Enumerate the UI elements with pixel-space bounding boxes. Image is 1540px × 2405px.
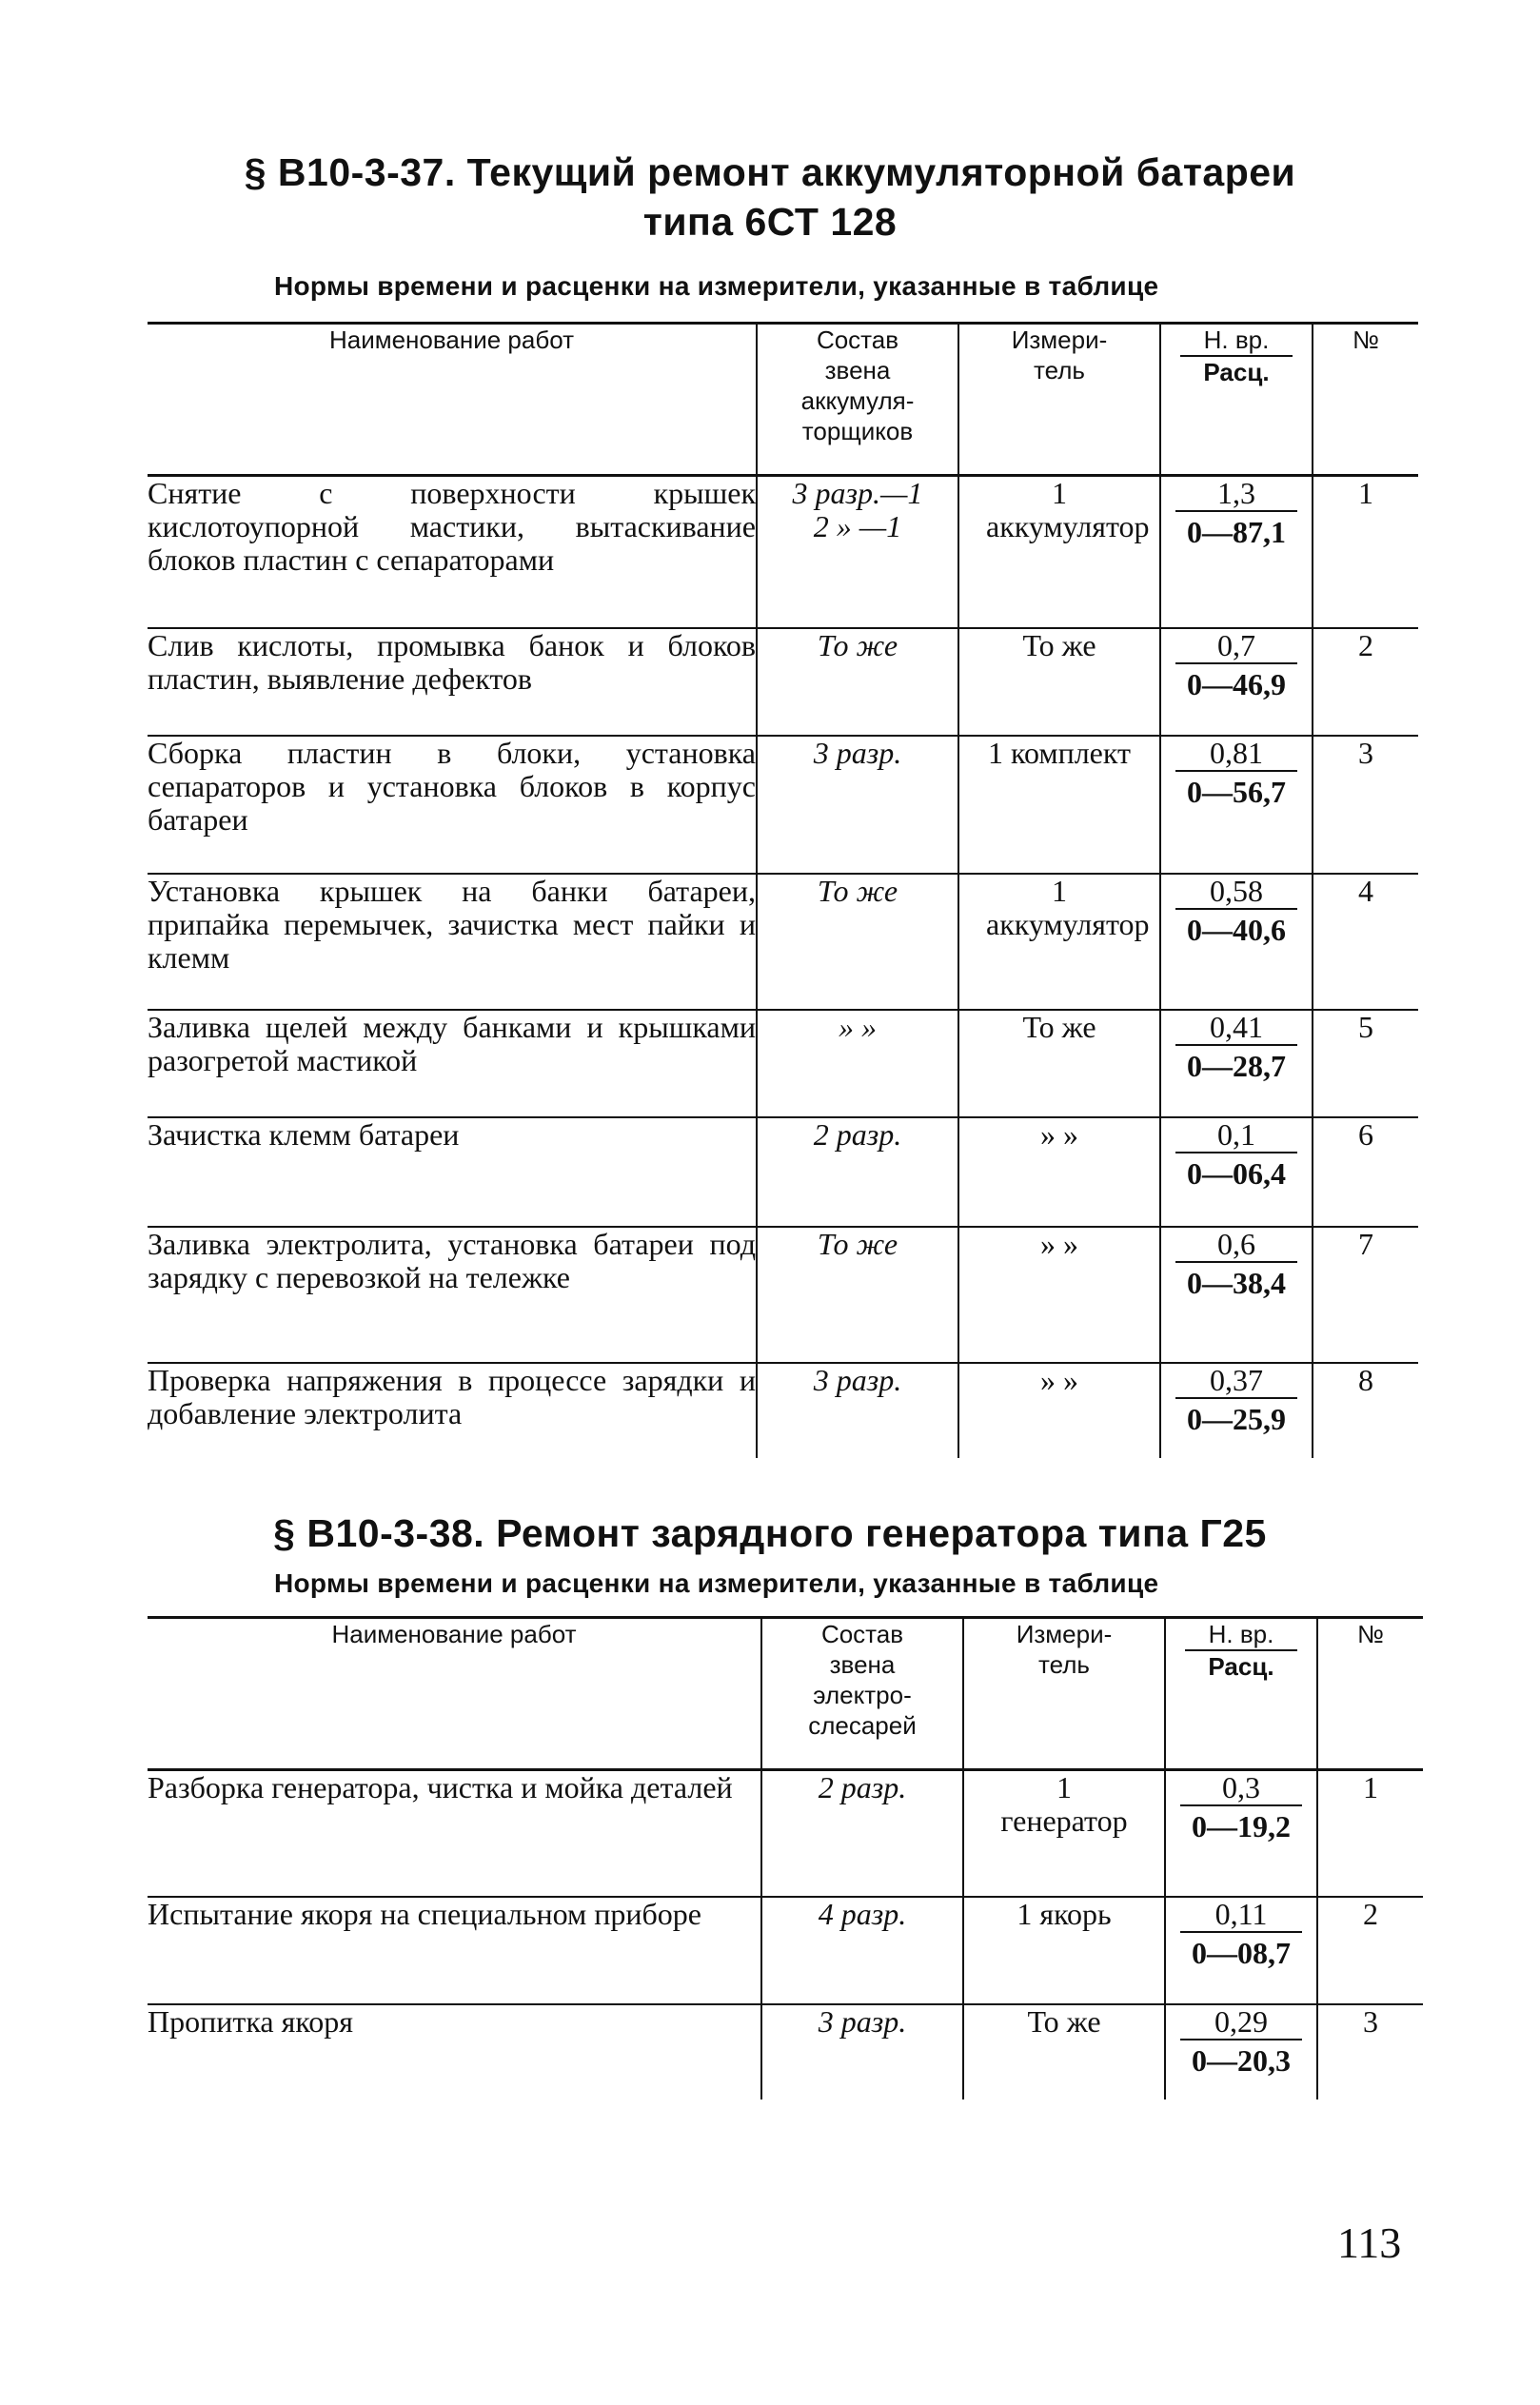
work-cell: Разборка генератора, чистка и мойка деталей — [148, 1770, 733, 1804]
price-value: 0—19,2 — [1180, 1804, 1302, 1843]
work-cell: Заливка электролита, установка батареи под зарядку с перевозкой на тележке — [148, 1226, 756, 1294]
row-number: 1 — [1317, 1770, 1423, 1897]
work-cell: Пропитка якоря — [148, 2003, 353, 2039]
table-row — [148, 476, 1418, 628]
crew-cell: 3 разр. — [757, 736, 958, 874]
row-number: 6 — [1313, 1117, 1418, 1227]
header-crew: Состав звена аккумуля-торщиков — [757, 324, 958, 476]
price-value: 0—46,9 — [1175, 662, 1297, 701]
table-row — [148, 1363, 1418, 1458]
crew-cell: 2 разр. — [761, 1770, 963, 1897]
header-norm: Н. вр. — [1208, 1620, 1274, 1648]
meter-cell: 1 комплект — [958, 736, 1160, 874]
meter-cell: 1 аккумулятор — [958, 476, 1160, 628]
meter-cell: То же — [958, 628, 1160, 736]
table-row — [148, 1770, 1423, 1897]
work-cell: Испытание якоря на специальном приборе — [148, 1896, 701, 1931]
norm-value: 0,41 — [1210, 1009, 1263, 1044]
header-rate — [1160, 324, 1313, 476]
rate-cell — [1160, 874, 1313, 1010]
header-work: Наименование работ — [328, 325, 575, 354]
norm-value: 0,3 — [1222, 1770, 1260, 1804]
norm-value: 0,6 — [1217, 1226, 1255, 1261]
table-row — [148, 1010, 1418, 1117]
crew-cell: То же — [757, 628, 958, 736]
price-value: 0—20,3 — [1180, 2039, 1302, 2078]
rate-cell — [1160, 1363, 1313, 1458]
crew-cell: 3 разр. — [757, 1363, 958, 1458]
section-2-subtitle: Нормы времени и расценки на измерители, указанные в таблице — [274, 1568, 1159, 1598]
header-num: № — [1313, 324, 1418, 476]
table-header-row — [148, 324, 1418, 476]
crew-cell: То же — [757, 874, 958, 1010]
table-row — [148, 1897, 1423, 2004]
rate-cell — [1160, 1010, 1313, 1117]
price-value: 0—06,4 — [1175, 1152, 1297, 1191]
row-number: 7 — [1313, 1227, 1418, 1363]
header-crew: Состав звена электро-слесарей — [761, 1618, 963, 1770]
rate-cell — [1165, 1770, 1317, 1897]
work-cell: Зачистка клемм батареи — [148, 1116, 460, 1152]
table-row — [148, 736, 1418, 874]
meter-cell: » » — [958, 1227, 1160, 1363]
section-1-title-line2: типа 6СТ 128 — [642, 200, 898, 244]
work-cell: Проверка напряжения в процессе зарядки и добавление электролита — [148, 1362, 756, 1430]
crew-cell: 2 разр. — [757, 1117, 958, 1227]
header-work: Наименование работ — [331, 1620, 577, 1648]
rate-cell — [1165, 2004, 1317, 2099]
table-row — [148, 1227, 1418, 1363]
norm-value: 1,3 — [1217, 476, 1255, 510]
header-price: Расц. — [1185, 1649, 1297, 1682]
row-number: 1 — [1313, 476, 1418, 628]
price-value: 0—56,7 — [1175, 770, 1297, 809]
norm-value: 0,58 — [1210, 873, 1263, 908]
work-cell: Установка крышек на банки батареи, припайка перемычек, зачистка мест пайки и клемм — [148, 873, 756, 975]
row-number: 8 — [1313, 1363, 1418, 1458]
table-row — [148, 874, 1418, 1010]
row-number: 3 — [1317, 2004, 1423, 2099]
norm-value: 0,7 — [1217, 627, 1255, 662]
section-1-subtitle: Нормы времени и расценки на измерители, указанные в таблице — [274, 271, 1159, 301]
row-number: 3 — [1313, 736, 1418, 874]
meter-cell: 1 генератор — [963, 1770, 1165, 1897]
header-norm: Н. вр. — [1203, 325, 1270, 354]
row-number: 2 — [1313, 628, 1418, 736]
rate-cell — [1160, 736, 1313, 874]
rate-cell — [1160, 1227, 1313, 1363]
norm-value: 0,37 — [1210, 1362, 1263, 1397]
meter-cell: То же — [958, 1010, 1160, 1117]
rate-cell — [1165, 1897, 1317, 2004]
row-number: 2 — [1317, 1897, 1423, 2004]
work-cell: Слив кислоты, промывка банок и блоков пластин, выявление дефектов — [148, 627, 756, 696]
crew-cell: 4 разр. — [761, 1897, 963, 2004]
price-value: 0—87,1 — [1175, 510, 1297, 549]
rate-cell — [1160, 1117, 1313, 1227]
header-num: № — [1317, 1618, 1423, 1770]
table-row — [148, 1117, 1418, 1227]
work-cell: Снятие с поверхности крышек кислотоупорной мастики, вытаскивание блоков пластин с сепараторами — [148, 476, 756, 577]
price-value: 0—08,7 — [1180, 1931, 1302, 1970]
page-number: 113 — [1337, 2218, 1402, 2267]
section-2-table — [148, 1616, 1423, 2099]
price-value: 0—25,9 — [1175, 1397, 1297, 1436]
row-number: 4 — [1313, 874, 1418, 1010]
meter-cell: То же — [963, 2004, 1165, 2099]
table-header-row — [148, 1618, 1423, 1770]
header-rate — [1165, 1618, 1317, 1770]
work-cell: Заливка щелей между банками и крышками разогретой мастикой — [148, 1009, 756, 1077]
crew-cell: То же — [757, 1227, 958, 1363]
norm-value: 0,81 — [1210, 735, 1263, 770]
section-1-title — [0, 148, 1540, 246]
norm-value: 0,11 — [1214, 1896, 1268, 1931]
meter-cell: » » — [958, 1363, 1160, 1458]
price-value: 0—38,4 — [1175, 1261, 1297, 1300]
meter-cell: 1 якорь — [963, 1897, 1165, 2004]
norm-value: 0,29 — [1214, 2003, 1268, 2039]
crew-cell: » » — [757, 1010, 958, 1117]
row-number: 5 — [1313, 1010, 1418, 1117]
header-price: Расц. — [1180, 355, 1293, 387]
meter-cell: 1 аккумулятор — [958, 874, 1160, 1010]
work-cell: Сборка пластин в блоки, установка сепараторов и установка блоков в корпус батареи — [148, 735, 756, 837]
price-value: 0—40,6 — [1175, 908, 1297, 947]
rate-cell — [1160, 476, 1313, 628]
table-row — [148, 2004, 1423, 2099]
table-row — [148, 628, 1418, 736]
rate-cell — [1160, 628, 1313, 736]
norm-value: 0,1 — [1217, 1116, 1255, 1152]
header-meter: Измери-тель — [963, 1618, 1165, 1770]
section-2-title: § В10-3-38. Ремонт зарядного генератора типа Г25 — [273, 1511, 1267, 1555]
crew-cell: 3 разр.—1 2 » —1 — [757, 476, 958, 628]
price-value: 0—28,7 — [1175, 1044, 1297, 1083]
header-meter: Измери-тель — [958, 324, 1160, 476]
crew-cell: 3 разр. — [761, 2004, 963, 2099]
section-1-table — [148, 322, 1418, 1458]
meter-cell: » » — [958, 1117, 1160, 1227]
section-1-title-line1: § В10-3-37. Текущий ремонт аккумуляторной батареи — [244, 150, 1296, 194]
